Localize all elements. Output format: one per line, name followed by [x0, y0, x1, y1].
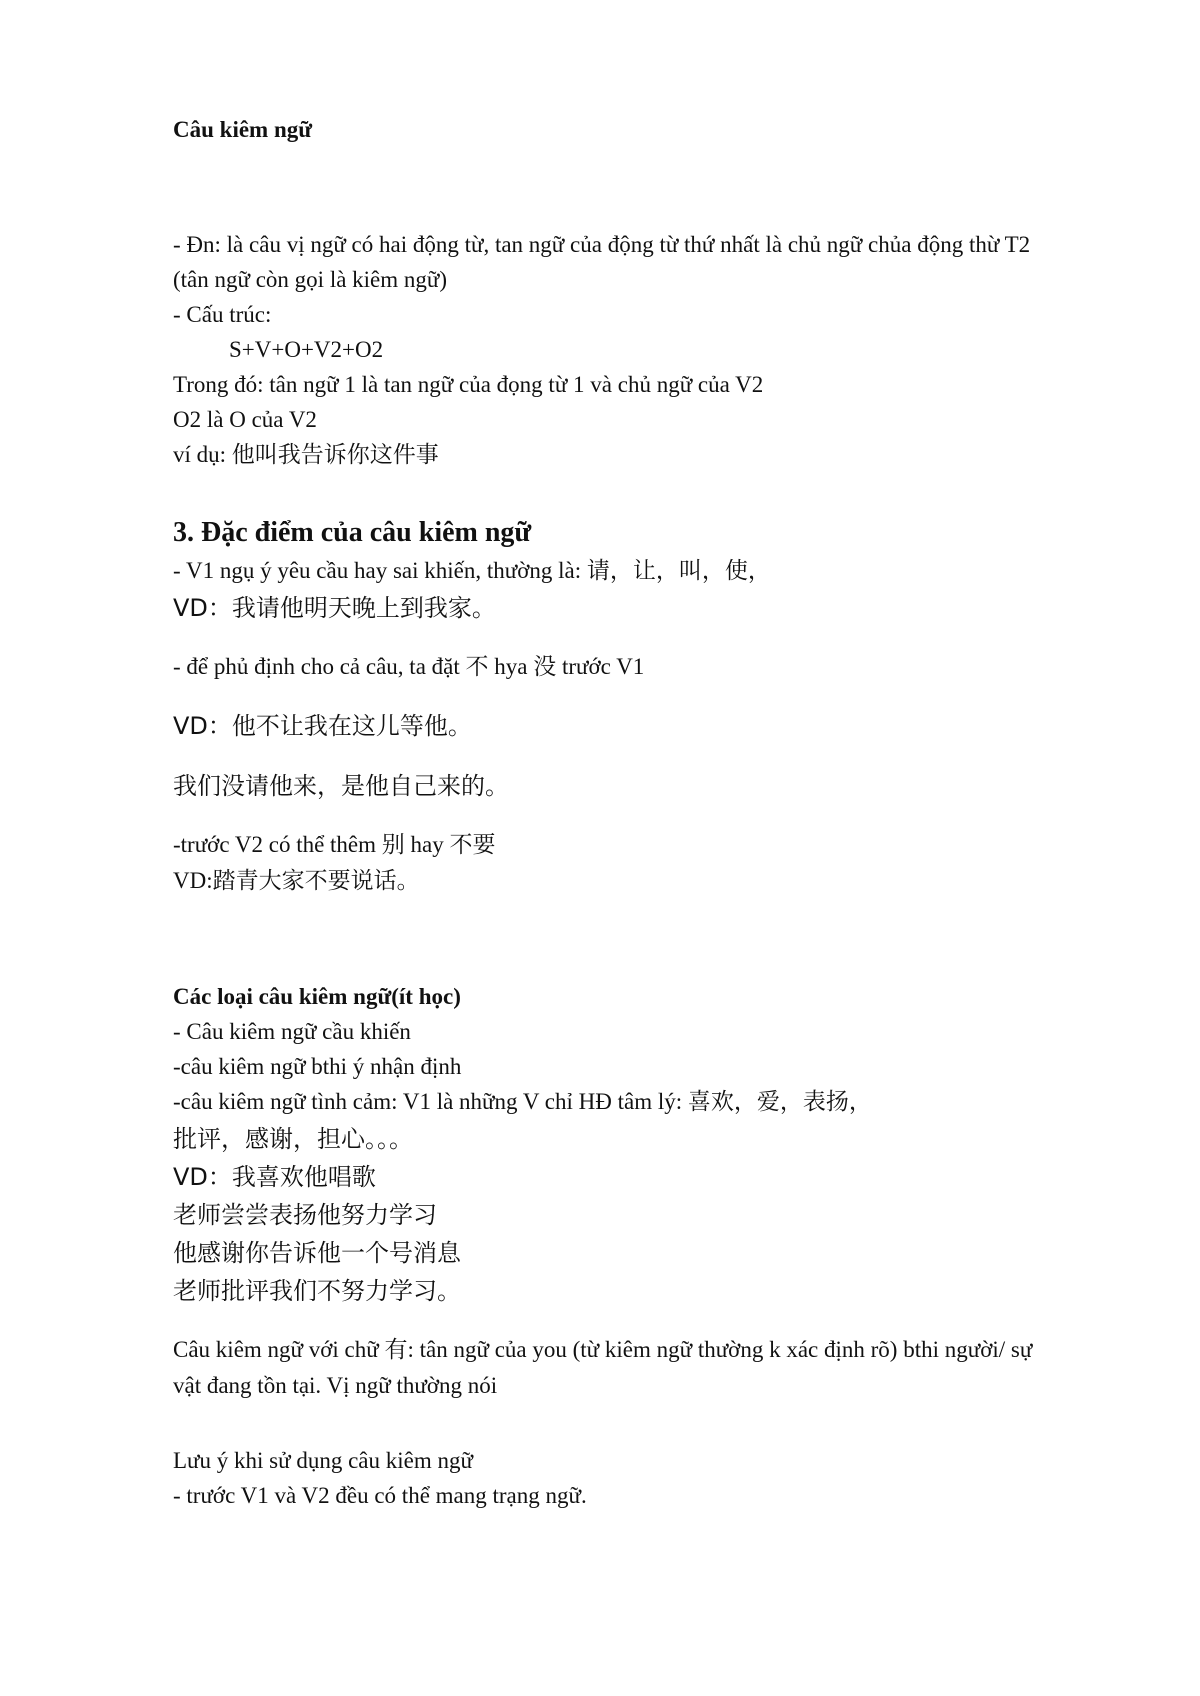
example-label: VD: — [173, 868, 213, 893]
example-line — [173, 589, 1053, 627]
point-text: - để phủ định cho cả câu, ta đặt — [173, 654, 466, 679]
spacer — [173, 745, 1053, 767]
structure-formula: S+V+O+V2+O2 — [229, 337, 384, 362]
chinese-word: 有 — [384, 1337, 408, 1363]
spacer — [173, 1310, 1053, 1332]
example-line — [173, 707, 1053, 745]
chinese-word: 不 — [465, 654, 489, 680]
spacer — [173, 473, 1053, 513]
example-label: VD： — [173, 1163, 232, 1191]
point-text: hay — [404, 832, 450, 857]
spacer — [173, 1403, 1053, 1443]
chinese-example: 他叫我告诉你这件事 — [231, 442, 439, 468]
chinese-example: 我们没请他来，是他自己来的。 — [173, 772, 509, 800]
section-heading: 3. Đặc điểm của câu kiêm ngữ — [173, 517, 532, 548]
chinese-example: 老师批评我们不努力学习。 — [173, 1277, 461, 1305]
example-line — [173, 863, 1053, 899]
spacer — [173, 805, 1053, 827]
chinese-example: 我喜欢他唱歌 — [231, 1163, 376, 1191]
definition-text: là câu vị ngữ có hai động từ, tan ngữ của động từ thứ nhất là chủ ngữ chủa động thừ T2 (tân ngữ còn gọi là kiêm ngữ) — [173, 232, 1031, 292]
explanation-line: Trong đó: tân ngữ 1 là tan ngữ của đọng từ 1 và chủ ngữ của V2 — [173, 372, 764, 397]
point-text: - V1 ngụ ý yêu cầu hay sai khiến, thường là: — [173, 558, 587, 583]
point-text: -trước V2 có thể thêm — [173, 832, 382, 857]
point-line — [173, 553, 1053, 589]
explanation-line: O2 là O của V2 — [173, 407, 317, 432]
chinese-verbs: 批评，感谢，担心。。。 — [173, 1125, 413, 1153]
spacer — [173, 627, 1053, 649]
list-item: - trước V1 và V2 đều có thể mang trạng ngữ. — [173, 1483, 587, 1508]
spacer — [173, 899, 1053, 979]
document-page — [173, 112, 1053, 1513]
point-text: -câu kiêm ngữ tình cảm: V1 là những V chỉ HĐ tâm lý: — [173, 1089, 688, 1114]
spacer — [173, 685, 1053, 707]
definition-prefix: - Đn: — [173, 232, 227, 257]
paragraph-text: Câu kiêm ngữ với chữ — [173, 1337, 385, 1362]
example-line — [173, 1158, 1053, 1196]
example-label: ví dụ: — [173, 442, 232, 467]
chinese-example: 老师尝尝表扬他努力学习 — [173, 1201, 437, 1229]
list-item: - Câu kiêm ngữ cầu khiến — [173, 1019, 411, 1044]
section-title: Lưu ý khi sử dụng câu kiêm ngữ — [173, 1448, 473, 1473]
point-text: hya — [488, 654, 534, 679]
chinese-verbs: 喜欢，爱，表扬， — [687, 1089, 872, 1115]
you-paragraph — [173, 1332, 1053, 1403]
chinese-example: 他不让我在这儿等他。 — [231, 712, 472, 740]
section-title: Câu kiêm ngữ — [173, 117, 313, 142]
point-line — [173, 827, 1053, 863]
chinese-example: 我请他明天晚上到我家。 — [231, 594, 496, 622]
structure-label: - Cấu trúc: — [173, 302, 272, 327]
example-line — [173, 437, 1053, 473]
chinese-example: 踏青大家不要说话。 — [212, 868, 420, 894]
chinese-verbs: 请，让，叫，使， — [586, 558, 771, 584]
point-text: trước V1 — [556, 654, 645, 679]
definition-paragraph — [173, 227, 1053, 297]
paragraph-text: : tân ngữ của you (từ kiêm ngữ thường k xác định rõ) bthi người/ sự vật đang tồn tại. Vị ngữ thường nói — [173, 1337, 1033, 1398]
chinese-word: 别 — [381, 832, 405, 858]
section-title: Các loại câu kiêm ngữ(ít học) — [173, 984, 461, 1009]
spacer — [173, 147, 1053, 227]
point-line — [173, 649, 1053, 685]
list-item — [173, 1084, 1053, 1120]
chinese-word: 不要 — [449, 832, 496, 858]
chinese-example: 他感谢你告诉他一个号消息 — [173, 1239, 461, 1267]
chinese-word: 没 — [533, 654, 557, 680]
example-label: VD： — [173, 594, 232, 622]
list-item: -câu kiêm ngữ bthi ý nhận định — [173, 1054, 462, 1079]
example-label: VD： — [173, 712, 232, 740]
